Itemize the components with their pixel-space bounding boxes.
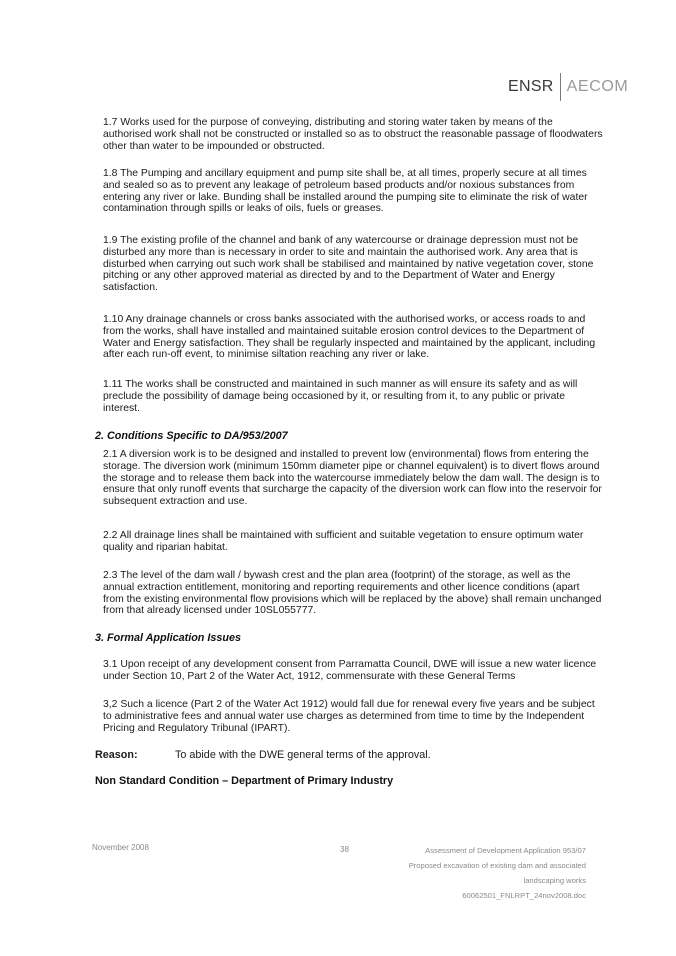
footer-document-reference [356, 843, 586, 903]
paragraph-1-8: 1.8 The Pumping and ancillary equipment and pump site shall be, at all times, properly secure at all times and sealed so as to prevent any leakage of petroleum based products and/or noxious substances from entering any river or lake. Bunding shall be installed around the pumping site to eliminate the risk of water contamination through spills or leaks of oils, fuels or greases. [103, 168, 588, 215]
paragraph-1-10: 1.10 Any drainage channels or cross banks associated with the authorised works, or access roads to and from the works, shall have installed and maintained suitable erosion control devices to the Department of Water and Energy satisfaction. They shall be regularly inspected and maintained by the applicant, including after each run-off event, to minimise siltation reaching any river or lake. [103, 314, 596, 361]
non-standard-condition-heading: Non Standard Condition – Department of Primary Industry [95, 775, 394, 787]
paragraph-2-2: 2.2 All drainage lines shall be maintained with sufficient and suitable vegetation to ensure optimum water quality and riparian habitat. [103, 530, 584, 553]
company-logo [508, 74, 628, 100]
logo-ensr: ENSR [508, 78, 554, 95]
logo-aecom: AECOM [566, 78, 629, 95]
paragraph-3-2: 3,2 Such a licence (Part 2 of the Water Act 1912) would fall due for renewal every five years and be subject to administrative fees and annual water use charges as determined from time to time by the Independent Pricing and Regulatory Tribunal (IPART). [103, 699, 595, 734]
section-3-heading: 3. Formal Application Issues [95, 632, 241, 644]
page-number: 38 [340, 845, 349, 854]
footer-ref-line: Assessment of Development Application 953/07 [425, 846, 586, 855]
paragraph-2-3: 2.3 The level of the dam wall / bywash crest and the plan area (footprint) of the storage, as well as the annual extraction entitlement, monitoring and reporting requirements and other licence conditions (apart from the existing environmental flow provisions which will be replaced by the above) shall remain unchanged from that already licensed under 10SL055777. [103, 570, 602, 617]
footer-ref-line: Proposed excavation of existing dam and associated [408, 861, 586, 870]
paragraph-1-7: 1.7 Works used for the purpose of conveying, distributing and storing water taken by means of the authorised work shall not be constructed or installed so as to obstruct the reasonable passage of floodwaters other than water to be impounded or obstructed. [103, 117, 603, 152]
footer-ref-line: landscaping works [523, 876, 586, 885]
paragraph-2-1: 2.1 A diversion work is to be designed and installed to prevent low (environmental) flows from entering the storage. The diversion work (minimum 150mm diameter pipe or channel equivalent) is to divert flows around the storage and to release them back into the watercourse immediately below the dam wall. The design is to ensure that only runoff events that surcharge the capacity of the diversion work can flow into the reservoir for subsequent extraction and use. [103, 449, 602, 508]
reason-text: To abide with the DWE general terms of the approval. [175, 749, 431, 761]
logo-divider [560, 73, 561, 101]
paragraph-1-11: 1.11 The works shall be constructed and maintained in such manner as will ensure its safety and as will preclude the possibility of damage being occasioned by it, or resulting from it, to any public or private interest. [103, 379, 578, 414]
reason-line [95, 749, 595, 761]
paragraph-1-9: 1.9 The existing profile of the channel and bank of any watercourse or drainage depression must not be disturbed any more than is necessary in order to site and maintain the authorised work. Any area that is disturbed when carrying out such work shall be stabilised and maintained by native vegetation cover, stone pitching or any other approved material as directed by and to the Department of Water and Energy satisfaction. [103, 235, 594, 294]
section-2-heading: 2. Conditions Specific to DA/953/2007 [95, 430, 288, 442]
paragraph-3-1: 3.1 Upon receipt of any development consent from Parramatta Council, DWE will issue a new water licence under Section 10, Part 2 of the Water Act, 1912, commensurate with these General Terms [103, 659, 597, 682]
reason-label: Reason: [95, 749, 138, 761]
footer-ref-line: 60062501_FNLRPT_24nov2008.doc [462, 891, 586, 900]
footer-date: November 2008 [92, 843, 149, 852]
